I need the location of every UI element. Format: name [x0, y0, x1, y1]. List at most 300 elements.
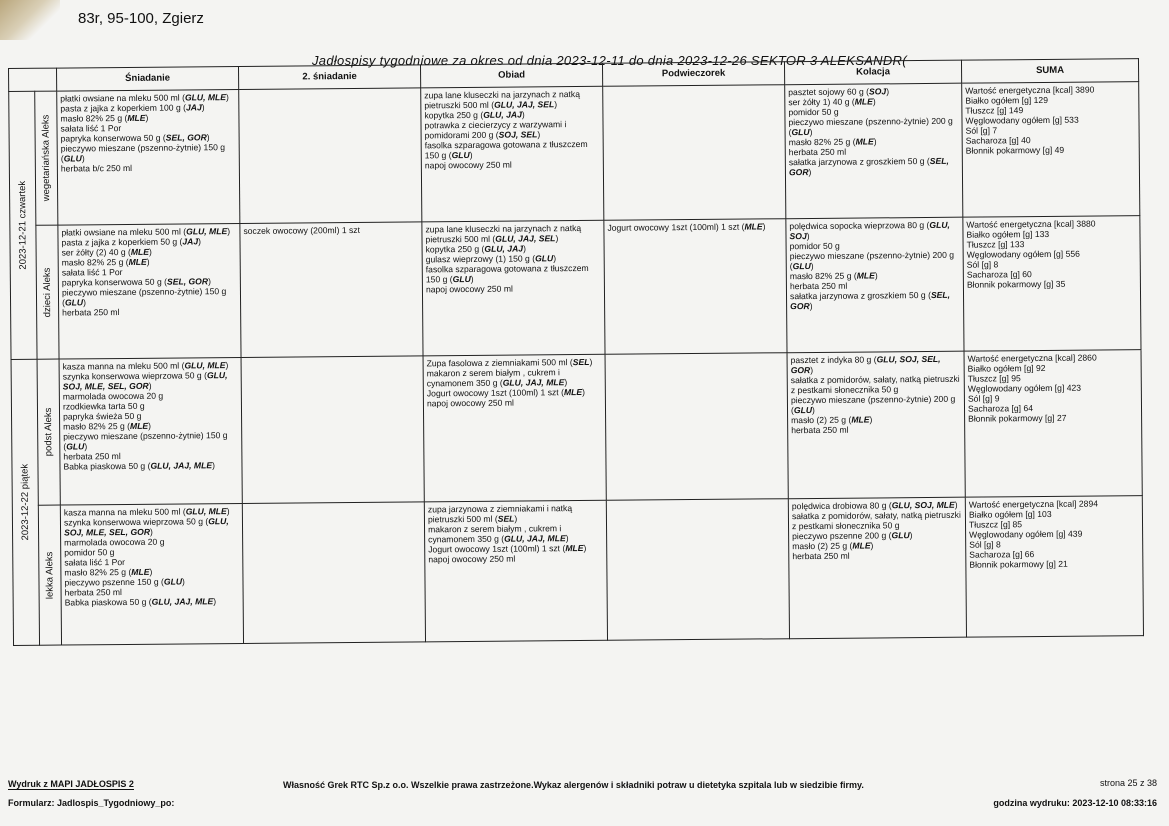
menu-item-text: herbata 250 ml — [62, 307, 120, 318]
menu-table — [8, 58, 1144, 646]
menu-item-text: Białko ogółem [g] 92 — [967, 362, 1046, 374]
meal-cell-podwieczorek — [605, 353, 788, 501]
footer-form-name: Formularz: Jadlospis_Tygodniowy_po: — [8, 798, 175, 808]
allergen-codes: GLU, JAJ, MLE — [150, 460, 213, 471]
day-date-label: 2023-12-22 piątek — [18, 464, 31, 541]
menu-item — [426, 283, 601, 295]
diet-label: lekka Aleks — [43, 551, 56, 599]
menu-item — [428, 543, 603, 555]
menu-row — [10, 216, 1141, 360]
menu-item-text: masło (2) 25 g ( — [792, 540, 853, 552]
menu-item-text: Babka piaskowa 50 g ( — [64, 596, 152, 608]
menu-item-text: masło 82% 25 g ( — [788, 136, 856, 148]
menu-item-text: pasztet sojowy 60 g ( — [788, 86, 870, 98]
diet-cell — [36, 225, 59, 359]
menu-item-text: Wartość energetyczna [kcal] 2894 — [968, 498, 1099, 510]
menu-item-text: szynka konserwowa wieprzowa 50 g ( — [62, 370, 207, 382]
allergen-codes: GLU, MLE — [186, 226, 228, 237]
menu-item-text: soczek owocowy (200ml) 1 szt — [243, 224, 361, 236]
menu-item-text: Sól [g] 7 — [965, 125, 998, 136]
menu-item-text: Sól [g] 8 — [966, 259, 999, 270]
meal-cell-suma — [964, 350, 1142, 498]
allergen-codes: GLU, JAJ, MLE — [502, 377, 565, 388]
menu-item-text: kasza manna na mleku 500 ml ( — [63, 506, 186, 518]
meal-cell-drugie-sniadanie — [239, 88, 422, 224]
menu-item-suffix: ) — [148, 420, 152, 431]
menu-item — [428, 503, 603, 525]
day-date-cell — [11, 359, 39, 645]
footer-page-number: strona 25 z 38 — [1099, 778, 1157, 788]
menu-item-text: zupa jarzynowa z ziemniakami i natką pietruszki 500 ml ( — [427, 503, 573, 525]
footer-printed-from: Wydruk z MAPI JADŁOSPIS 2 — [8, 779, 134, 789]
menu-item-text: kasza manna na mleku 500 ml ( — [62, 360, 185, 372]
allergen-codes: GLU — [891, 530, 910, 541]
menu-item-text: sałata liść 1 Por — [61, 267, 123, 278]
allergen-codes: GLU — [66, 441, 85, 452]
menu-item — [788, 116, 958, 137]
menu-item-text: pieczywo mieszane (pszenno-żytnie) 150 g ( — [63, 430, 228, 452]
menu-item-suffix: ) — [555, 233, 559, 244]
menu-item-text: herbata b/c 250 ml — [60, 162, 133, 174]
allergen-codes: JAJ — [185, 102, 202, 113]
menu-item — [65, 596, 240, 608]
menu-item-text: napoj owocowy 250 ml — [424, 159, 512, 171]
allergen-codes: MLE — [744, 221, 763, 232]
menu-row — [11, 350, 1142, 506]
menu-item-text: Białko ogółem [g] 133 — [966, 228, 1050, 240]
menu-item-text: sałata liść 1 Por — [64, 556, 126, 568]
menu-item-suffix: ) — [146, 256, 150, 267]
meal-cell-obiad — [422, 220, 605, 356]
diet-cell — [37, 359, 60, 505]
menu-item-text: napoj owocowy 250 ml — [428, 553, 516, 565]
col-header-obiad: Obiad — [420, 63, 602, 88]
allergen-codes: GLU, JAJ, MLE — [151, 596, 214, 607]
allergen-codes: GLU, JAJ, SEL — [495, 233, 556, 244]
menu-item-suffix: ) — [227, 226, 231, 237]
menu-item-text: Tłuszcz [g] 85 — [968, 519, 1023, 530]
menu-item-suffix: ) — [469, 149, 473, 160]
menu-item-text: Błonnik pokarmowy [g] 21 — [969, 558, 1068, 570]
meal-cell-obiad — [424, 500, 607, 642]
col-header-podwieczorek: Podwieczorek — [602, 62, 784, 87]
menu-item — [61, 162, 236, 174]
menu-item-suffix: ) — [565, 533, 569, 544]
menu-item-text: pieczywo pszenne 150 g ( — [64, 576, 164, 588]
menu-item-text: pasztet z indyka 80 g ( — [790, 354, 877, 366]
allergen-codes: GLU — [63, 153, 82, 164]
menu-item-text: pieczywo mieszane (pszenno-żytnie) 150 g ( — [60, 142, 226, 164]
meal-cell-kolacja — [788, 497, 966, 639]
menu-item-text: marmolada owocowa 20 g — [64, 536, 165, 548]
allergen-codes: MLE — [129, 420, 149, 431]
menu-item-text: herbata 250 ml — [792, 550, 850, 562]
menu-item-text: szynka konserwowa wieprzowa 50 g ( — [63, 516, 209, 528]
menu-item-text: Błonnik pokarmowy [g] 35 — [966, 278, 1066, 290]
menu-item — [426, 263, 601, 285]
menu-item-text: polędwica drobiowa 80 g ( — [791, 500, 892, 512]
col-header-sniadanie: Śniadanie — [57, 66, 239, 91]
footer-print-time: godzina wydruku: 2023-12-10 08:33:16 — [993, 798, 1157, 808]
menu-item — [427, 397, 602, 409]
menu-item — [790, 290, 960, 311]
menu-item — [243, 224, 418, 236]
menu-item-text: papryka świeża 50 g — [62, 410, 142, 422]
menu-item-suffix: ) — [811, 404, 815, 415]
menu-item-suffix: ) — [872, 96, 876, 107]
menu-item-text: herbata 250 ml — [63, 451, 121, 462]
menu-item-suffix: ) — [83, 297, 86, 308]
diet-label: wegetariańska Aleks — [39, 114, 52, 202]
menu-item-text: masło 82% 25 g ( — [60, 112, 128, 124]
menu-item-suffix: ) — [553, 253, 557, 264]
menu-item — [790, 250, 960, 271]
menu-item-text: Sacharoza [g] 60 — [966, 269, 1032, 280]
menu-item — [607, 221, 782, 233]
menu-item-suffix: ) — [198, 236, 202, 247]
menu-item-text: Sól [g] 8 — [969, 539, 1001, 550]
menu-item-text: pomidor 50 g — [789, 240, 840, 252]
menu-row — [12, 496, 1143, 646]
menu-item-text: makaron z serem białym , cukrem i cynamonem 350 g ( — [427, 523, 562, 545]
menu-item-text: sałatka z pomidorów, sałaty, natką pietruszki z pestkami słonecznika 50 g — [791, 509, 961, 532]
menu-item-text: polędwica sopocka wieprzowa 80 g ( — [789, 219, 930, 232]
menu-item-text: fasolka szparagowa gotowana z tłuszczem 150 g ( — [425, 262, 589, 285]
menu-item — [967, 278, 1137, 289]
menu-item — [792, 510, 962, 531]
allergen-codes: GLU — [163, 576, 183, 587]
footer-copyright: Własność Grek RTC Sp.z o.o. Wszelkie prawa zastrzeżone.Wykaz alergenów i składniki potraw u dietetyka szpitala lub w siedzibie firmy. — [283, 780, 864, 790]
menu-item-suffix: ) — [869, 414, 873, 425]
menu-item — [427, 367, 602, 389]
menu-item-text: zupa lane kluseczki na jarzynach z natką pietruszki 500 ml ( — [425, 223, 582, 245]
menu-item-suffix: ) — [564, 377, 568, 388]
meal-cell-sniadanie — [57, 89, 240, 225]
meal-cell-kolacja — [786, 217, 964, 353]
allergen-codes: MLE — [127, 112, 146, 123]
menu-item-text: Węglowodany ogółem [g] 439 — [969, 528, 1083, 540]
menu-item-text: pieczywo pszenne 200 g ( — [792, 530, 892, 542]
menu-item — [425, 223, 600, 245]
menu-item-text: gulasz wieprzowy (1) 150 g ( — [425, 253, 536, 265]
allergen-codes: MLE — [855, 136, 874, 147]
menu-item — [789, 220, 959, 241]
allergen-codes: GLU, MLE — [184, 92, 227, 103]
menu-item-text: Węglowodany ogółem [g] 423 — [967, 382, 1082, 394]
menu-item-text: Jogurt owocowy 1szt (100ml) 1 szt ( — [607, 221, 745, 233]
menu-item-suffix: ) — [537, 129, 541, 140]
menu-item-text: Sacharoza [g] 64 — [967, 403, 1034, 414]
menu-item-text: Błonnik pokarmowy [g] 27 — [968, 412, 1067, 424]
menu-item-suffix: ) — [554, 99, 558, 110]
diet-label: dzieci Aleks — [41, 267, 53, 318]
menu-item-suffix: ) — [211, 460, 215, 471]
menu-item-suffix: ) — [514, 513, 518, 524]
meal-cell-drugie-sniadanie — [240, 222, 423, 358]
menu-item — [792, 550, 962, 561]
menu-item-suffix: ) — [809, 300, 813, 312]
menu-item-text: Zupa fasolowa z ziemniakami 500 ml ( — [426, 357, 573, 369]
menu-item — [63, 460, 238, 472]
menu-item-text: ser żółty (2) 40 g ( — [61, 246, 131, 258]
menu-item-suffix: ) — [225, 360, 229, 371]
menu-row — [9, 82, 1140, 226]
menu-item-text: sałatka jarzynowa z groszkiem 50 g ( — [789, 289, 931, 302]
menu-item — [968, 412, 1138, 423]
menu-item-suffix: ) — [149, 526, 153, 537]
meal-cell-sniadanie — [59, 357, 242, 505]
col-header-suma: SUMA — [961, 59, 1138, 84]
menu-item — [789, 156, 959, 177]
allergen-codes: GLU — [451, 149, 470, 161]
allergen-codes: GLU — [793, 404, 813, 416]
allergen-codes: MLE — [851, 414, 870, 425]
menu-item-text: makaron z serem białym , cukrem i cynamonem 350 g ( — [426, 367, 560, 389]
menu-item-suffix: ) — [810, 364, 814, 376]
menu-item-text: Błonnik pokarmowy [g] 49 — [965, 144, 1065, 156]
menu-item — [61, 142, 236, 164]
menu-item-text: napoj owocowy 250 ml — [426, 397, 514, 409]
menu-item-text: Tłuszcz [g] 149 — [965, 105, 1024, 116]
menu-item-text: herbata 250 ml — [788, 146, 847, 158]
menu-item — [425, 159, 600, 171]
meal-cell-drugie-sniadanie — [241, 356, 424, 504]
allergen-codes: SEL — [572, 356, 590, 368]
allergen-codes: JAJ — [182, 236, 199, 247]
menu-item-text: Węglowodany ogółem [g] 533 — [965, 114, 1079, 126]
allergen-codes: SEL, GOR — [790, 289, 951, 312]
menu-item-text: pieczywo mieszane (pszenno-żytnie) 200 g ( — [790, 393, 956, 416]
menu-item — [62, 306, 237, 318]
menu-item-suffix: ) — [909, 530, 913, 541]
menu-item — [966, 144, 1136, 155]
allergen-codes: MLE — [852, 540, 871, 551]
allergen-codes: GLU, MLE — [184, 360, 226, 371]
menu-item-suffix: ) — [206, 132, 210, 143]
menu-item-suffix: ) — [954, 499, 958, 510]
menu-item-text: Wartość energetyczna [kcal] 3890 — [965, 84, 1095, 96]
allergen-codes: MLE — [563, 387, 583, 398]
menu-item-suffix: ) — [470, 273, 474, 284]
menu-item-text: Wartość energetyczna [kcal] 3880 — [966, 218, 1096, 230]
meal-cell-podwieczorek — [604, 219, 787, 355]
menu-item-text: napoj owocowy 250 ml — [425, 283, 513, 295]
allergen-codes: GLU — [452, 273, 471, 285]
menu-item-text: pieczywo mieszane (pszenno-żytnie) 150 g ( — [61, 286, 227, 308]
menu-item-text: masło 82% 25 g ( — [789, 270, 857, 282]
meal-cell-sniadanie — [58, 223, 241, 359]
address-header: 83r, 95-100, Zgierz — [78, 10, 204, 27]
menu-item-text: Jogurt owocowy 1szt (100ml) 1 szt ( — [426, 387, 564, 399]
menu-item — [791, 374, 961, 395]
menu-item-text: sałata liść 1 Por — [60, 123, 122, 134]
menu-item-text: pasta z jajka z koperkiem 50 g ( — [61, 236, 183, 248]
allergen-codes: GLU, SOJ — [789, 219, 950, 242]
meal-cell-obiad — [421, 86, 604, 222]
menu-item-text: fasolka szparagowa gotowana z tłuszczem 150 g ( — [424, 138, 588, 161]
menu-item-text: zupa lane kluseczki na jarzynach z natką pietruszki 500 ml ( — [424, 89, 581, 111]
allergen-codes: GLU — [535, 253, 554, 264]
menu-item-text: Sól [g] 9 — [967, 393, 1000, 404]
menu-item-suffix: ) — [207, 276, 211, 287]
menu-item-suffix: ) — [226, 506, 230, 517]
menu-item-suffix: ) — [808, 166, 812, 178]
allergen-codes: GLU — [792, 261, 811, 272]
diet-cell — [35, 91, 58, 225]
day-date-label: 2023-12-21 czwartek — [16, 180, 29, 270]
allergen-codes: GLU, JAJ, SEL — [494, 99, 555, 110]
meal-cell-kolacja — [785, 83, 963, 219]
menu-item — [791, 424, 961, 435]
allergen-codes: GLU, SOJ, SEL, GOR — [790, 353, 941, 376]
menu-item-text: pieczywo mieszane (pszenno-żytnie) 200 g ( — [789, 249, 955, 272]
col-header-drugie-sniadanie: 2. śniadanie — [238, 65, 420, 90]
allergen-codes: MLE — [128, 256, 147, 267]
allergen-codes: SEL — [497, 513, 515, 524]
menu-item-suffix: ) — [81, 153, 85, 164]
allergen-codes: GLU — [791, 127, 810, 138]
menu-item-suffix: ) — [886, 86, 890, 97]
allergen-codes: SEL, GOR — [165, 132, 207, 143]
menu-item-text: papryka konserwowa 50 g ( — [60, 132, 166, 144]
menu-item — [424, 89, 599, 111]
allergen-codes: MLE — [565, 542, 584, 554]
allergen-codes: MLE — [854, 96, 873, 107]
menu-item-text: marmolada owocowa 20 g — [62, 390, 164, 402]
menu-item — [63, 430, 238, 452]
menu-item-text: masło (2) 25 g ( — [791, 414, 852, 426]
allergen-codes: GLU, JAJ — [483, 109, 522, 120]
meal-cell-suma — [965, 496, 1143, 638]
menu-item-text: płatki owsiane na mleku 500 ml ( — [60, 92, 185, 104]
menu-item-text: sałatka z pomidorów, sałaty, natką pietruszki z pestkami słonecznika 50 g — [790, 373, 960, 396]
allergen-codes: SEL, GOR — [166, 276, 209, 287]
paper-corner-stain — [0, 0, 60, 40]
allergen-codes: SEL, GOR — [788, 155, 949, 178]
meal-cell-podwieczorek — [606, 499, 789, 641]
menu-item-suffix: ) — [201, 102, 205, 113]
menu-item-text: Jogurt owocowy 1szt (100ml) 1 szt ( — [428, 543, 566, 555]
menu-item-text: rzodkiewka tarta 50 g — [62, 400, 145, 412]
menu-item-suffix: ) — [873, 136, 877, 147]
menu-item-suffix: ) — [583, 542, 587, 553]
meal-cell-podwieczorek — [603, 85, 786, 221]
menu-item — [64, 516, 239, 538]
menu-item-suffix: ) — [806, 231, 810, 242]
diet-cell — [38, 505, 61, 645]
allergen-codes: GLU, MLE — [185, 506, 227, 517]
menu-item-text: Tłuszcz [g] 133 — [966, 239, 1025, 250]
menu-item-suffix: ) — [181, 576, 185, 587]
header-spacer — [9, 68, 57, 91]
menu-item-suffix: ) — [582, 386, 585, 398]
page-title: Jadłospisy tygodniowe za okres od dnia 2023-12-11 do dnia 2023-12-26 SEKTOR 3 ALEKSANDR( — [312, 53, 907, 68]
menu-item — [791, 394, 961, 415]
meal-cell-suma — [962, 82, 1140, 218]
day-date-cell — [9, 91, 37, 359]
menu-item-text: kopytka 250 g ( — [424, 109, 484, 121]
allergen-codes: GLU, SOJ, MLE, SEL, GOR — [64, 516, 229, 538]
menu-item-suffix: ) — [809, 126, 813, 138]
menu-item-suffix: ) — [874, 270, 878, 281]
menu-item-suffix: ) — [810, 260, 814, 272]
diet-label: podst Aleks — [42, 407, 54, 457]
menu-item-suffix: ) — [523, 243, 526, 254]
menu-item — [791, 354, 961, 375]
menu-item-text: papryka konserwowa 50 g ( — [61, 276, 168, 288]
menu-item — [63, 370, 238, 392]
allergen-codes: SOJ, SEL — [498, 129, 538, 140]
menu-item — [427, 387, 602, 399]
meal-cell-suma — [963, 216, 1141, 352]
menu-item-text: pomidor 50 g — [64, 547, 115, 558]
menu-item-text: płatki owsiane na mleku 500 ml ( — [61, 226, 187, 238]
meal-cell-sniadanie — [60, 503, 243, 645]
menu-item-text: Białko ogółem [g] 103 — [968, 508, 1052, 520]
menu-item-text: kopytka 250 g ( — [425, 243, 485, 255]
menu-item-text: herbata 250 ml — [791, 424, 849, 436]
allergen-codes: GLU, JAJ, MLE — [504, 533, 566, 544]
menu-item-suffix: ) — [145, 112, 149, 123]
menu-item-text: Sacharoza [g] 40 — [965, 135, 1031, 146]
meal-cell-kolacja — [787, 351, 965, 499]
menu-item-text: herbata 250 ml — [64, 587, 122, 598]
menu-item-text: ser żółty 1) 40 g ( — [788, 96, 855, 108]
menu-item-text: Białko ogółem [g] 129 — [965, 94, 1049, 106]
allergen-codes: MLE — [131, 566, 150, 577]
menu-item-text: masło 82% 25 g ( — [64, 566, 132, 578]
menu-item-text: Babka piaskowa 50 g ( — [63, 460, 151, 472]
allergen-codes: SOJ — [868, 86, 887, 97]
menu-item — [969, 558, 1139, 569]
menu-item-text: Węglowodany ogółem [g] 556 — [966, 248, 1080, 260]
menu-item-text: pieczywo mieszane (pszenno-żytnie) 200 g ( — [788, 115, 953, 138]
allergen-codes: GLU — [64, 297, 84, 308]
menu-item-suffix: ) — [213, 596, 217, 607]
menu-item-text: pomidor 50 g — [788, 106, 839, 118]
meal-cell-drugie-sniadanie — [242, 502, 425, 644]
menu-item-text: masło 82% 25 g ( — [61, 256, 129, 268]
menu-item — [425, 139, 600, 161]
allergen-codes: GLU, JAJ — [484, 243, 524, 254]
menu-item-suffix: ) — [521, 109, 525, 120]
menu-item — [428, 553, 603, 565]
menu-item-text: sałatka jarzynowa z groszkiem 50 g ( — [788, 155, 930, 168]
menu-item — [424, 119, 599, 141]
menu-item-text: Wartość energetyczna [kcal] 2860 — [967, 352, 1097, 364]
menu-item-suffix: ) — [762, 221, 766, 232]
menu-item-suffix: ) — [148, 246, 152, 257]
menu-item-suffix: ) — [225, 92, 229, 103]
allergen-codes: GLU, SOJ, MLE, SEL, GOR — [62, 370, 228, 392]
menu-item — [428, 523, 603, 545]
menu-item-text: masło 82% 25 g ( — [63, 420, 131, 432]
menu-item-text: potrawka z ciecierzycy z warzywami i pomidorami 200 g ( — [424, 119, 567, 141]
menu-item-suffix: ) — [84, 441, 88, 452]
menu-item-suffix: ) — [589, 356, 593, 367]
meal-cell-obiad — [423, 354, 606, 502]
menu-item-text: pasta z jajka z koperkiem 100 g ( — [60, 102, 187, 114]
menu-item-suffix: ) — [148, 380, 152, 391]
menu-item-suffix: ) — [149, 566, 153, 577]
allergen-codes: MLE — [856, 270, 875, 281]
menu-item — [62, 286, 237, 308]
menu-item-text: herbata 250 ml — [789, 280, 848, 292]
col-header-kolacja: Kolacja — [784, 60, 961, 85]
menu-item-suffix: ) — [870, 540, 874, 551]
menu-item-text: Tłuszcz [g] 95 — [967, 373, 1021, 384]
allergen-codes: GLU, SOJ, MLE — [891, 499, 955, 511]
